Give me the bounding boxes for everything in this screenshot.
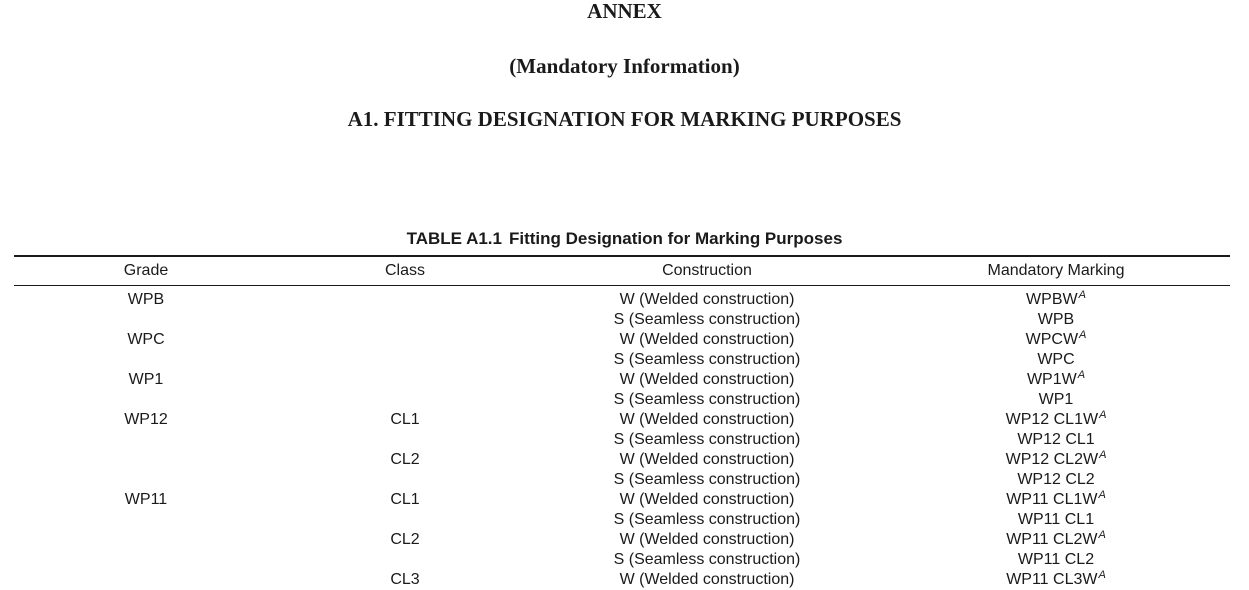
class-cell: CL2 [390, 531, 420, 548]
mandatory-marking-cell [882, 310, 1230, 330]
footnote-marker: A [1077, 369, 1086, 381]
grade-cell [14, 390, 278, 410]
grade-cell: WP11 [124, 491, 168, 508]
table-row [14, 285, 1230, 310]
construction-cell: W (Welded construction) [619, 331, 795, 348]
class-cell: CL1 [390, 411, 420, 428]
grade-cell [14, 530, 278, 550]
annex-title: ANNEX [587, 0, 662, 23]
mandatory-marking-cell [882, 410, 1230, 430]
grade-cell [14, 470, 278, 490]
construction-cell: S (Seamless construction) [613, 431, 801, 448]
marking-text: WPB [1037, 311, 1075, 328]
marking-text: WP12 CL2 [1017, 471, 1095, 488]
footnote-marker: A [1098, 529, 1106, 541]
class-cell [278, 550, 532, 570]
table-row [14, 310, 1230, 330]
grade-cell [14, 550, 278, 570]
class-cell [278, 510, 532, 530]
construction-cell: W (Welded construction) [619, 491, 795, 508]
mandatory-marking-cell [882, 285, 1230, 310]
grade-cell: WP12 [124, 411, 168, 428]
construction-cell: W (Welded construction) [619, 531, 795, 548]
class-cell: CL3 [390, 571, 420, 588]
mandatory-marking-cell [882, 530, 1230, 550]
grade-cell [14, 570, 278, 590]
marking-text: WPCW [1025, 331, 1079, 348]
mandatory-marking-cell [882, 570, 1230, 590]
construction-cell: W (Welded construction) [619, 571, 795, 588]
construction-cell: S (Seamless construction) [613, 471, 801, 488]
mandatory-marking-cell [882, 470, 1230, 490]
class-cell: CL2 [390, 451, 420, 468]
mandatory-marking-cell [882, 430, 1230, 450]
mandatory-marking-cell [882, 330, 1230, 350]
table-row [14, 490, 1230, 510]
marking-text: WP12 CL1 [1017, 431, 1095, 448]
table-row [14, 370, 1230, 390]
header-grade: Grade [123, 262, 169, 279]
footnote-marker: A [1099, 449, 1107, 461]
marking-text: WP12 CL2W [1005, 451, 1099, 468]
table-body [14, 285, 1230, 590]
header-mandatory-marking: Mandatory Marking [987, 262, 1125, 279]
class-cell [278, 350, 532, 370]
construction-cell: W (Welded construction) [619, 291, 795, 308]
class-cell [278, 430, 532, 450]
table-row [14, 390, 1230, 410]
class-cell [278, 370, 532, 390]
marking-text: WP1 [1038, 391, 1074, 408]
header-class: Class [384, 262, 425, 279]
marking-text: WP11 CL1W [1006, 491, 1098, 508]
construction-cell: W (Welded construction) [619, 371, 795, 388]
class-cell [278, 285, 532, 310]
class-cell [278, 330, 532, 350]
construction-cell: W (Welded construction) [619, 411, 795, 428]
table-row [14, 410, 1230, 430]
construction-cell: S (Seamless construction) [613, 351, 801, 368]
marking-text: WPC [1037, 351, 1075, 368]
mandatory-marking-cell [882, 490, 1230, 510]
table-caption [0, 228, 1249, 250]
footnote-marker: A [1098, 569, 1106, 581]
construction-cell: S (Seamless construction) [613, 391, 801, 408]
table-row [14, 350, 1230, 370]
mandatory-marking-cell [882, 370, 1230, 390]
table-row [14, 550, 1230, 570]
marking-text: WP12 CL1W [1005, 411, 1099, 428]
footnote-marker: A [1079, 329, 1087, 341]
mandatory-marking-cell [882, 550, 1230, 570]
mandatory-marking-cell [882, 350, 1230, 370]
class-cell: CL1 [390, 491, 420, 508]
marking-text: WP1W [1026, 371, 1077, 388]
table-row [14, 470, 1230, 490]
marking-text: WP11 CL1 [1017, 511, 1095, 528]
construction-cell: S (Seamless construction) [613, 551, 801, 568]
mandatory-marking-cell [882, 390, 1230, 410]
construction-cell: S (Seamless construction) [613, 311, 801, 328]
fitting-designation-table [14, 257, 1230, 590]
mandatory-marking-cell [882, 450, 1230, 470]
table-row [14, 430, 1230, 450]
table-caption-label: TABLE A1.1 [406, 229, 502, 248]
table-caption-text: Fitting Designation for Marking Purposes [508, 229, 843, 248]
header-construction: Construction [662, 262, 752, 279]
grade-cell [14, 310, 278, 330]
construction-cell: W (Welded construction) [619, 451, 795, 468]
construction-cell: S (Seamless construction) [613, 511, 801, 528]
table-row [14, 570, 1230, 590]
footnote-marker: A [1078, 289, 1086, 301]
grade-cell: WP1 [128, 371, 164, 388]
section-title: A1. FITTING DESIGNATION FOR MARKING PURPOSES [347, 107, 902, 131]
footnote-marker: A [1099, 409, 1107, 421]
footnote-marker: A [1098, 489, 1106, 501]
table-row [14, 530, 1230, 550]
grade-cell [14, 510, 278, 530]
marking-text: WP11 CL2W [1006, 531, 1098, 548]
grade-cell: WPC [127, 331, 165, 348]
marking-text: WP11 CL2 [1017, 551, 1095, 568]
marking-text: WP11 CL3W [1006, 571, 1098, 588]
table-row [14, 510, 1230, 530]
grade-cell [14, 430, 278, 450]
grade-cell [14, 350, 278, 370]
class-cell [278, 310, 532, 330]
table-header-row [14, 257, 1230, 285]
mandatory-information-subtitle: (Mandatory Information) [509, 54, 740, 78]
class-cell [278, 390, 532, 410]
marking-text: WPBW [1026, 291, 1078, 308]
table-row [14, 450, 1230, 470]
class-cell [278, 470, 532, 490]
table-row [14, 330, 1230, 350]
grade-cell: WPB [127, 291, 165, 308]
mandatory-marking-cell [882, 510, 1230, 530]
grade-cell [14, 450, 278, 470]
